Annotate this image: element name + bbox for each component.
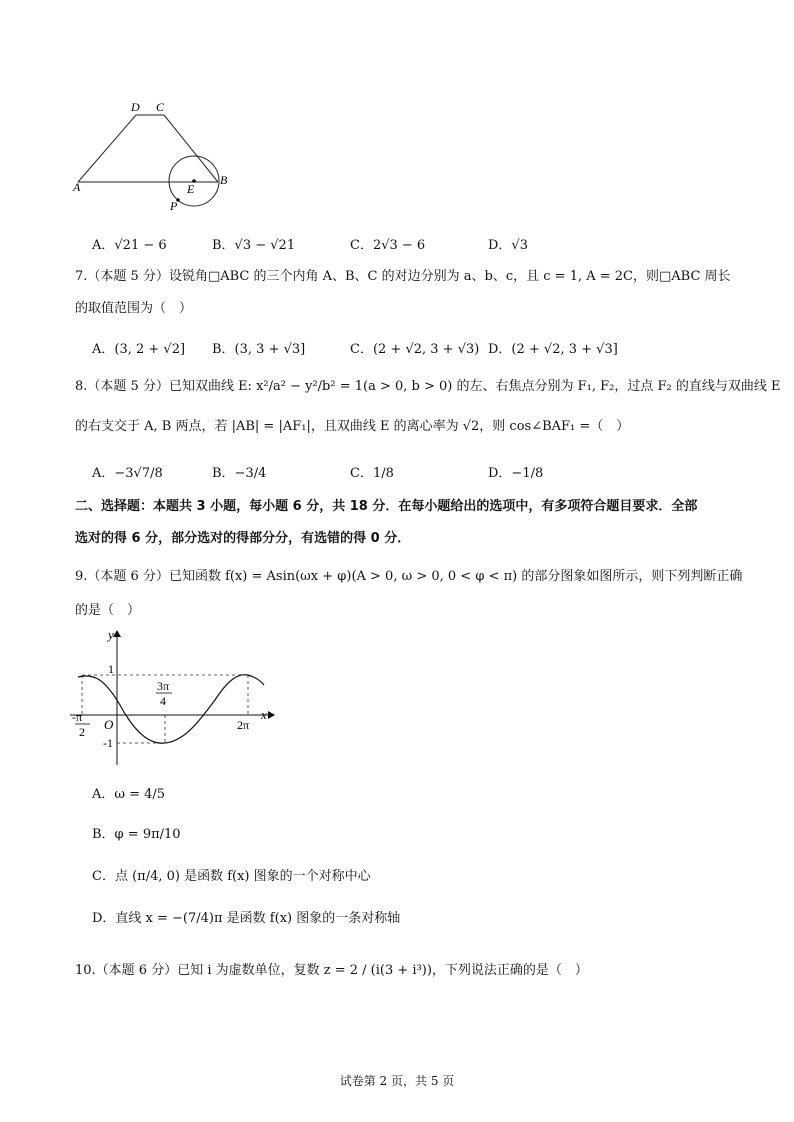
trapezoid-circle-figure (60, 95, 240, 220)
q9-stem-line1: 9.（本题 6 分）已知函数 f(x) = Asin(ωx + φ)(A > 0, ω > 0, 0 < φ < π) 的部分图象如图所示，则下列判断正确 (75, 569, 743, 584)
q9-option-b: B．φ = 9π/10 (92, 827, 181, 842)
q8-option-d: D．−1/8 (488, 466, 544, 481)
q7-option-d: D．(2 + √2, 3 + √3] (488, 342, 618, 357)
q8-option-c: C．1/8 (350, 466, 394, 481)
label-A: A (73, 180, 81, 194)
q8-stem-line2: 的右支交于 A, B 两点，若 |AB| = |AF₁|，且双曲线 E 的离心率为 √2，则 cos∠BAF₁ =（ ） (75, 419, 630, 434)
tick-label-negpi-num: -π (72, 710, 83, 724)
q7-stem-line2: 的取值范围为（ ） (75, 301, 193, 316)
origin-label: O (104, 717, 114, 732)
sine-graph-figure (70, 625, 280, 770)
label-D: D (131, 100, 140, 114)
q9-stem-line2: 的是（ ） (75, 603, 141, 618)
q10-stem-line1: 10.（本题 6 分）已知 i 为虚数单位，复数 z = 2 / (i(3 + i³))，下列说法正确的是（ ） (75, 963, 588, 978)
axis-label-x: x (261, 707, 267, 722)
label-B: B (220, 173, 228, 187)
q7-option-a: A．(3, 2 + √2] (92, 342, 186, 357)
q9-option-a: A．ω = 4/5 (92, 787, 166, 802)
q8-option-b: B．−3/4 (212, 466, 267, 481)
q7-option-b: B．(3, 3 + √3] (212, 342, 306, 357)
tick-label-neg1: -1 (103, 736, 113, 750)
section2-heading-line2: 选对的得 6 分，部分选对的得部分分，有选错的得 0 分． (75, 531, 411, 546)
q7-option-c: C．(2 + √2, 3 + √3) (350, 342, 480, 357)
section2-heading-line1: 二、选择题：本题共 3 小题，每小题 6 分，共 18 分．在每小题给出的选项中，有多项符合题目要求．全部 (75, 499, 698, 514)
page-footer: 试卷第 2 页，共 5 页 (339, 1074, 455, 1088)
q8-option-a: A．−3√7/8 (92, 466, 163, 481)
q9-option-d: D．直线 x = −(7/4)π 是函数 f(x) 图象的一条对称轴 (92, 911, 401, 926)
q9-option-c: C．点 (π/4, 0) 是函数 f(x) 图象的一个对称中心 (92, 869, 371, 884)
q7-stem-line1: 7.（本题 5 分）设锐角□ABC 的三个内角 A、B、C 的对边分别为 a、b、c，且 c = 1, A = 2C，则□ABC 周长 (75, 269, 731, 284)
tick-label-2pi: 2π (237, 718, 250, 732)
tick-label-3pi-num: 3π (157, 679, 170, 693)
label-E: E (187, 182, 195, 196)
q8-stem-line1: 8.（本题 5 分）已知双曲线 E: x²/a² − y²/b² = 1(a > 0, b > 0) 的左、右焦点分别为 F₁, F₂，过点 F₂ 的直线与双曲线 E (75, 379, 781, 394)
label-C: C (156, 100, 165, 114)
q6-option-b: B．√3 − √21 (212, 238, 296, 253)
q6-option-a: A．√21 − 6 (92, 238, 167, 253)
q6-option-c: C．2√3 − 6 (350, 238, 426, 253)
tick-label-1: 1 (108, 662, 114, 676)
tick-label-3pi-den: 4 (160, 694, 166, 708)
axis-label-y: y (108, 627, 114, 642)
tick-label-negpi-den: 2 (79, 725, 85, 739)
label-P: P (170, 199, 178, 213)
q6-option-d: D．√3 (488, 238, 528, 253)
